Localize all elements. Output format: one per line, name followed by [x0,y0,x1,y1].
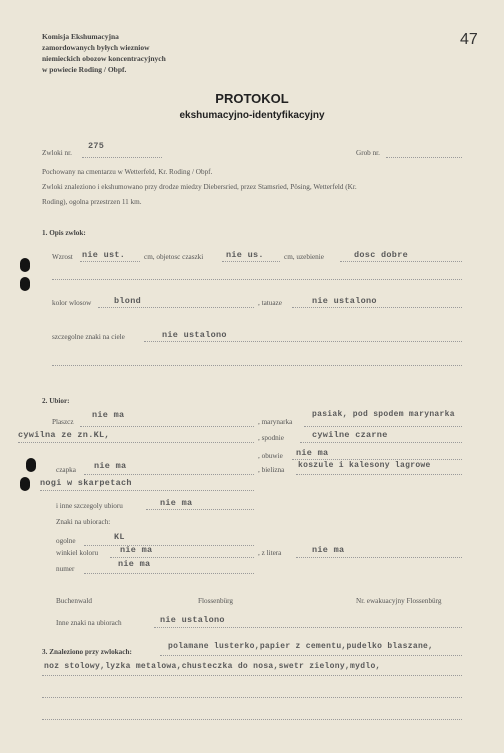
marynarka-value: pasiak, pod spodem marynarka [312,410,455,419]
burial-place: Pochowany na cmentarzu w Wetterfeld, Kr. Roding / Obpf. [42,168,213,176]
plaszcz-label: Plaszcz [52,418,74,426]
winkiel-value: nie ma [120,545,153,555]
tatuaze-label: , tatuaze [258,299,282,307]
obuwie-value: nie ma [296,448,329,458]
objetosc-value: nie us. [226,250,264,260]
plaszcz-value: nie ma [92,410,125,420]
punch-hole [20,258,30,272]
punch-hole [20,477,30,491]
uzebienie-value: dosc dobre [354,250,409,260]
zwloki-label: Zwloki nr. [42,149,72,157]
wzrost-value: nie ust. [82,250,126,260]
section-2-title: 2. Ubior: [42,397,70,405]
flossenburg-label: Flossenbürg [198,597,234,605]
inne-label: i inne szczegoly ubioru [56,502,123,510]
bielizna-label: , bielizna [258,466,285,474]
commission-name-line-1: Komisja Ekshumacyjna [42,32,119,41]
nr-ewakuacyjny-label: Nr. ewakuacyjny Flossenbürg [356,597,442,605]
kolor-label: kolor wlosow [52,299,92,307]
objetosc-label: cm, objetosc czaszki [144,253,204,261]
exhumation-location-1: Zwloki znaleziono i ekshumowano przy drodze miedzy Diebersried, przez Stamsried, Pösing, Wetterfeld (Kr. [42,183,357,191]
document-title: PROTOKOL [215,91,289,106]
spodnie-value: cywilne czarne [312,430,388,440]
tatuaze-value: nie ustalono [312,296,377,306]
obuwie-label: , obuwie [258,452,283,460]
numer-value: nie ma [118,559,151,569]
czapka-value: nie ma [94,461,127,471]
inne-znaki-label: Inne znaki na ubiorach [56,619,122,627]
punch-hole [20,277,30,291]
found-items-line-2: noz stolowy,lyzka metalowa,chusteczka do nosa,swetr zielony,mydlo, [44,662,381,671]
uzebienie-label: cm, uzebienie [284,253,324,261]
inne-znaki-value: nie ustalono [160,615,225,625]
page-number: 47 [460,31,478,48]
numer-label: numer [56,565,75,573]
znaki-label: szczegolne znaki na ciele [52,333,125,341]
znaki-value: nie ustalono [162,330,227,340]
kolor-value: blond [114,296,142,306]
commission-name-line-2: zamordowanych byłych wiezniow [42,43,150,52]
bielizna-value: koszule i kalesony lagrowe [298,461,431,470]
marynarka-label: , marynarka [258,418,293,426]
document-subtitle: ekshumacyjno-identyfikacyjny [179,110,325,121]
buchenwald-label: Buchenwald [56,597,92,605]
winkiel-label: winkiel koloru [56,549,99,557]
commission-name-line-4: w powiecie Roding / Obpf. [42,65,127,74]
cywilna-value: cywilna ze zn.KL, [18,430,110,440]
inne-value: nie ma [160,498,193,508]
wzrost-label: Wzrost [52,253,73,261]
czapka-label: czapka [56,466,76,474]
ogolne-label: ogolne [56,537,76,545]
section-3-title: 3. Znaleziono przy zwlokach: [42,648,132,656]
nogi-value: nogi w skarpetach [40,478,132,488]
grob-label: Grob nr. [356,149,380,157]
spodnie-label: , spodnie [258,434,284,442]
found-items-line-1: polamane lusterko,papier z cementu,pudelko blaszane, [168,642,434,651]
znaki-ubior-label: Znaki na ubiorach: [56,518,111,526]
commission-name-line-3: niemieckich obozow koncentracyjnych [42,54,166,63]
ogolne-value: KL [114,532,125,542]
litera-label: , z litera [258,549,282,557]
section-1-title: 1. Opis zwlok: [42,229,86,237]
punch-hole [26,458,36,472]
litera-value: nie ma [312,545,345,555]
exhumation-location-2: Roding), ogolna przestrzen 11 km. [42,198,142,206]
zwloki-number: 275 [88,141,105,151]
